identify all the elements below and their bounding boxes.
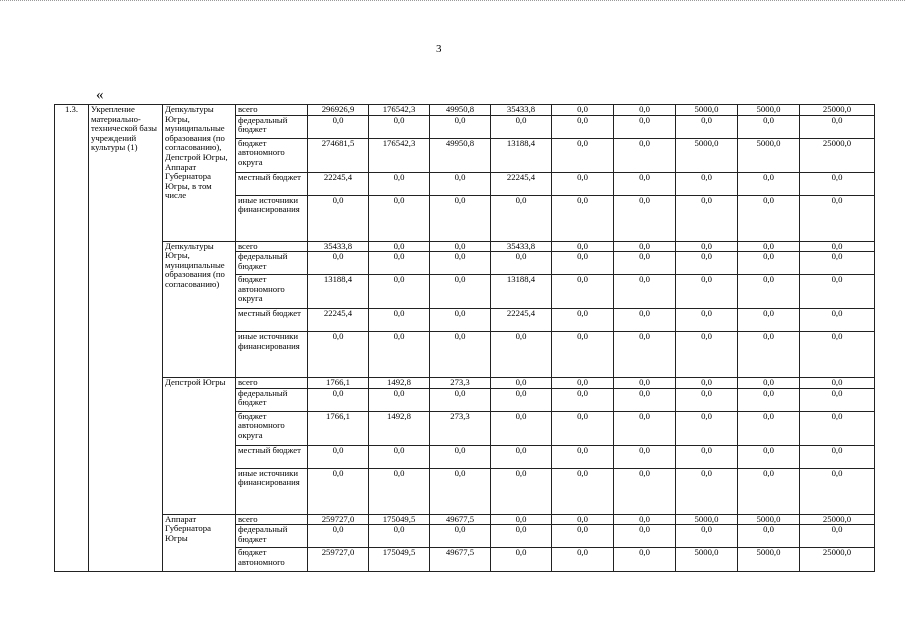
funding-source-cell: местный бюджет <box>236 445 308 468</box>
funding-source-cell: бюджет автономного округа <box>236 411 308 445</box>
amount-cell: 0,0 <box>800 241 875 252</box>
amount-cell: 259727,0 <box>308 548 369 572</box>
amount-cell: 0,0 <box>614 309 676 332</box>
amount-cell: 0,0 <box>614 548 676 572</box>
amount-cell: 0,0 <box>308 468 369 514</box>
amount-cell: 0,0 <box>800 468 875 514</box>
amount-cell: 296926,9 <box>308 105 369 116</box>
amount-cell: 0,0 <box>369 252 430 275</box>
amount-cell: 0,0 <box>800 195 875 241</box>
amount-cell: 0,0 <box>676 195 738 241</box>
amount-cell: 0,0 <box>552 468 614 514</box>
amount-cell: 0,0 <box>800 445 875 468</box>
amount-cell: 0,0 <box>738 378 800 389</box>
amount-cell: 0,0 <box>614 172 676 195</box>
amount-cell: 49677,5 <box>430 548 491 572</box>
amount-cell: 0,0 <box>738 241 800 252</box>
amount-cell: 0,0 <box>491 388 552 411</box>
amount-cell: 25000,0 <box>800 138 875 172</box>
funding-source-cell: иные источники финансирования <box>236 332 308 378</box>
executor-cell: Депстрой Югры <box>163 378 236 515</box>
amount-cell: 13188,4 <box>491 138 552 172</box>
amount-cell: 0,0 <box>369 241 430 252</box>
amount-cell: 0,0 <box>800 172 875 195</box>
amount-cell: 0,0 <box>430 332 491 378</box>
amount-cell: 0,0 <box>552 252 614 275</box>
amount-cell: 0,0 <box>369 172 430 195</box>
funding-source-cell: бюджет автономного <box>236 548 308 572</box>
amount-cell: 0,0 <box>738 525 800 548</box>
amount-cell: 0,0 <box>491 468 552 514</box>
amount-cell: 175049,5 <box>369 548 430 572</box>
amount-cell: 0,0 <box>552 548 614 572</box>
amount-cell: 1766,1 <box>308 378 369 389</box>
amount-cell: 25000,0 <box>800 105 875 116</box>
amount-cell: 0,0 <box>552 275 614 309</box>
amount-cell: 0,0 <box>800 388 875 411</box>
amount-cell: 0,0 <box>491 514 552 525</box>
amount-cell: 0,0 <box>800 332 875 378</box>
amount-cell: 0,0 <box>430 525 491 548</box>
funding-source-cell: всего <box>236 241 308 252</box>
amount-cell: 0,0 <box>430 309 491 332</box>
amount-cell: 0,0 <box>369 275 430 309</box>
amount-cell: 0,0 <box>369 388 430 411</box>
amount-cell: 49950,8 <box>430 138 491 172</box>
amount-cell: 22245,4 <box>308 172 369 195</box>
amount-cell: 13188,4 <box>491 275 552 309</box>
funding-source-cell: всего <box>236 105 308 116</box>
amount-cell: 0,0 <box>552 525 614 548</box>
funding-source-cell: местный бюджет <box>236 309 308 332</box>
amount-cell: 0,0 <box>552 105 614 116</box>
amount-cell: 0,0 <box>491 411 552 445</box>
amount-cell: 0,0 <box>430 445 491 468</box>
amount-cell: 0,0 <box>800 275 875 309</box>
amount-cell: 0,0 <box>676 445 738 468</box>
amount-cell: 13188,4 <box>308 275 369 309</box>
amount-cell: 0,0 <box>369 468 430 514</box>
amount-cell: 35433,8 <box>491 241 552 252</box>
amount-cell: 0,0 <box>676 241 738 252</box>
amount-cell: 0,0 <box>552 138 614 172</box>
funding-source-cell: местный бюджет <box>236 172 308 195</box>
amount-cell: 0,0 <box>676 172 738 195</box>
amount-cell: 0,0 <box>491 195 552 241</box>
funding-source-cell: федеральный бюджет <box>236 388 308 411</box>
amount-cell: 0,0 <box>738 195 800 241</box>
funding-source-cell: федеральный бюджет <box>236 115 308 138</box>
amount-cell: 0,0 <box>308 525 369 548</box>
amount-cell: 49677,5 <box>430 514 491 525</box>
table-row <box>55 105 875 116</box>
amount-cell: 273,3 <box>430 411 491 445</box>
table-row <box>55 378 875 389</box>
funding-source-cell: иные источники финансирования <box>236 468 308 514</box>
amount-cell: 0,0 <box>676 378 738 389</box>
amount-cell: 0,0 <box>676 252 738 275</box>
amount-cell: 5000,0 <box>738 105 800 116</box>
amount-cell: 0,0 <box>614 115 676 138</box>
amount-cell: 5000,0 <box>676 548 738 572</box>
amount-cell: 5000,0 <box>738 138 800 172</box>
amount-cell: 0,0 <box>676 332 738 378</box>
amount-cell: 1766,1 <box>308 411 369 445</box>
amount-cell: 0,0 <box>676 275 738 309</box>
amount-cell: 25000,0 <box>800 548 875 572</box>
amount-cell: 0,0 <box>430 468 491 514</box>
amount-cell: 0,0 <box>800 411 875 445</box>
amount-cell: 0,0 <box>614 388 676 411</box>
amount-cell: 0,0 <box>369 525 430 548</box>
amount-cell: 0,0 <box>491 252 552 275</box>
amount-cell: 0,0 <box>430 252 491 275</box>
amount-cell: 0,0 <box>491 445 552 468</box>
amount-cell: 0,0 <box>430 388 491 411</box>
amount-cell: 0,0 <box>676 115 738 138</box>
amount-cell: 0,0 <box>676 309 738 332</box>
amount-cell: 0,0 <box>738 115 800 138</box>
amount-cell: 0,0 <box>738 411 800 445</box>
amount-cell: 0,0 <box>308 445 369 468</box>
amount-cell: 0,0 <box>614 252 676 275</box>
amount-cell: 0,0 <box>552 115 614 138</box>
amount-cell: 0,0 <box>369 332 430 378</box>
amount-cell: 0,0 <box>369 195 430 241</box>
funding-source-cell: бюджет автономного округа <box>236 275 308 309</box>
amount-cell: 5000,0 <box>738 514 800 525</box>
amount-cell: 0,0 <box>369 115 430 138</box>
funding-source-cell: федеральный бюджет <box>236 525 308 548</box>
amount-cell: 5000,0 <box>676 138 738 172</box>
row-number-cell: 1.3. <box>55 105 89 572</box>
amount-cell: 0,0 <box>552 378 614 389</box>
amount-cell: 0,0 <box>676 468 738 514</box>
event-name-cell: Укрепление материально-технической базы учреждений культуры (1) <box>89 105 163 572</box>
amount-cell: 5000,0 <box>738 548 800 572</box>
amount-cell: 0,0 <box>738 275 800 309</box>
table-row <box>55 241 875 252</box>
amount-cell: 0,0 <box>552 388 614 411</box>
amount-cell: 259727,0 <box>308 514 369 525</box>
amount-cell: 35433,8 <box>308 241 369 252</box>
amount-cell: 0,0 <box>738 172 800 195</box>
funding-source-cell: федеральный бюджет <box>236 252 308 275</box>
amount-cell: 0,0 <box>552 241 614 252</box>
amount-cell: 0,0 <box>738 309 800 332</box>
amount-cell: 0,0 <box>800 252 875 275</box>
amount-cell: 0,0 <box>430 115 491 138</box>
amount-cell: 0,0 <box>430 172 491 195</box>
amount-cell: 5000,0 <box>676 105 738 116</box>
scan-top-edge <box>0 0 905 4</box>
amount-cell: 0,0 <box>738 468 800 514</box>
amount-cell: 0,0 <box>308 195 369 241</box>
amount-cell: 0,0 <box>614 468 676 514</box>
amount-cell: 0,0 <box>369 309 430 332</box>
amount-cell: 0,0 <box>800 309 875 332</box>
amount-cell: 0,0 <box>614 525 676 548</box>
amount-cell: 0,0 <box>369 445 430 468</box>
amount-cell: 0,0 <box>491 548 552 572</box>
amount-cell: 0,0 <box>430 241 491 252</box>
funding-source-cell: всего <box>236 514 308 525</box>
amount-cell: 0,0 <box>614 378 676 389</box>
amount-cell: 22245,4 <box>491 172 552 195</box>
amount-cell: 176542,3 <box>369 138 430 172</box>
funding-source-cell: бюджет автономного округа <box>236 138 308 172</box>
opening-quote: « <box>96 87 104 103</box>
amount-cell: 0,0 <box>308 332 369 378</box>
amount-cell: 0,0 <box>552 309 614 332</box>
amount-cell: 0,0 <box>800 525 875 548</box>
executor-cell: Депкультуры Югры, муниципальные образования (по согласованию), Депстрой Югры, Аппарат Губернатора Югры, в том числе <box>163 105 236 242</box>
amount-cell: 0,0 <box>552 514 614 525</box>
table-row <box>55 514 875 525</box>
page-number: 3 <box>436 43 442 55</box>
amount-cell: 0,0 <box>738 445 800 468</box>
executor-cell: Депкультуры Югры, муниципальные образования (по согласованию) <box>163 241 236 378</box>
amount-cell: 25000,0 <box>800 514 875 525</box>
budget-table <box>54 104 875 572</box>
amount-cell: 274681,5 <box>308 138 369 172</box>
amount-cell: 0,0 <box>800 378 875 389</box>
amount-cell: 0,0 <box>676 388 738 411</box>
amount-cell: 0,0 <box>491 115 552 138</box>
amount-cell: 0,0 <box>552 172 614 195</box>
amount-cell: 0,0 <box>614 241 676 252</box>
amount-cell: 0,0 <box>491 525 552 548</box>
amount-cell: 1492,8 <box>369 411 430 445</box>
amount-cell: 0,0 <box>491 332 552 378</box>
amount-cell: 0,0 <box>738 252 800 275</box>
amount-cell: 22245,4 <box>308 309 369 332</box>
amount-cell: 0,0 <box>614 275 676 309</box>
amount-cell: 0,0 <box>614 332 676 378</box>
amount-cell: 0,0 <box>308 388 369 411</box>
amount-cell: 273,3 <box>430 378 491 389</box>
executor-cell: Аппарат Губернатора Югры <box>163 514 236 572</box>
amount-cell: 0,0 <box>614 195 676 241</box>
funding-source-cell: всего <box>236 378 308 389</box>
amount-cell: 176542,3 <box>369 105 430 116</box>
amount-cell: 5000,0 <box>676 514 738 525</box>
amount-cell: 0,0 <box>552 332 614 378</box>
amount-cell: 0,0 <box>614 138 676 172</box>
amount-cell: 0,0 <box>308 252 369 275</box>
amount-cell: 0,0 <box>552 195 614 241</box>
amount-cell: 0,0 <box>800 115 875 138</box>
amount-cell: 0,0 <box>552 411 614 445</box>
amount-cell: 0,0 <box>308 115 369 138</box>
amount-cell: 0,0 <box>614 105 676 116</box>
amount-cell: 0,0 <box>430 195 491 241</box>
amount-cell: 0,0 <box>614 411 676 445</box>
amount-cell: 22245,4 <box>491 309 552 332</box>
amount-cell: 35433,8 <box>491 105 552 116</box>
amount-cell: 0,0 <box>614 514 676 525</box>
amount-cell: 0,0 <box>614 445 676 468</box>
amount-cell: 0,0 <box>738 332 800 378</box>
amount-cell: 0,0 <box>491 378 552 389</box>
amount-cell: 175049,5 <box>369 514 430 525</box>
funding-source-cell: иные источники финансирования <box>236 195 308 241</box>
amount-cell: 0,0 <box>676 411 738 445</box>
amount-cell: 0,0 <box>430 275 491 309</box>
amount-cell: 0,0 <box>738 388 800 411</box>
amount-cell: 49950,8 <box>430 105 491 116</box>
amount-cell: 1492,8 <box>369 378 430 389</box>
amount-cell: 0,0 <box>676 525 738 548</box>
amount-cell: 0,0 <box>552 445 614 468</box>
